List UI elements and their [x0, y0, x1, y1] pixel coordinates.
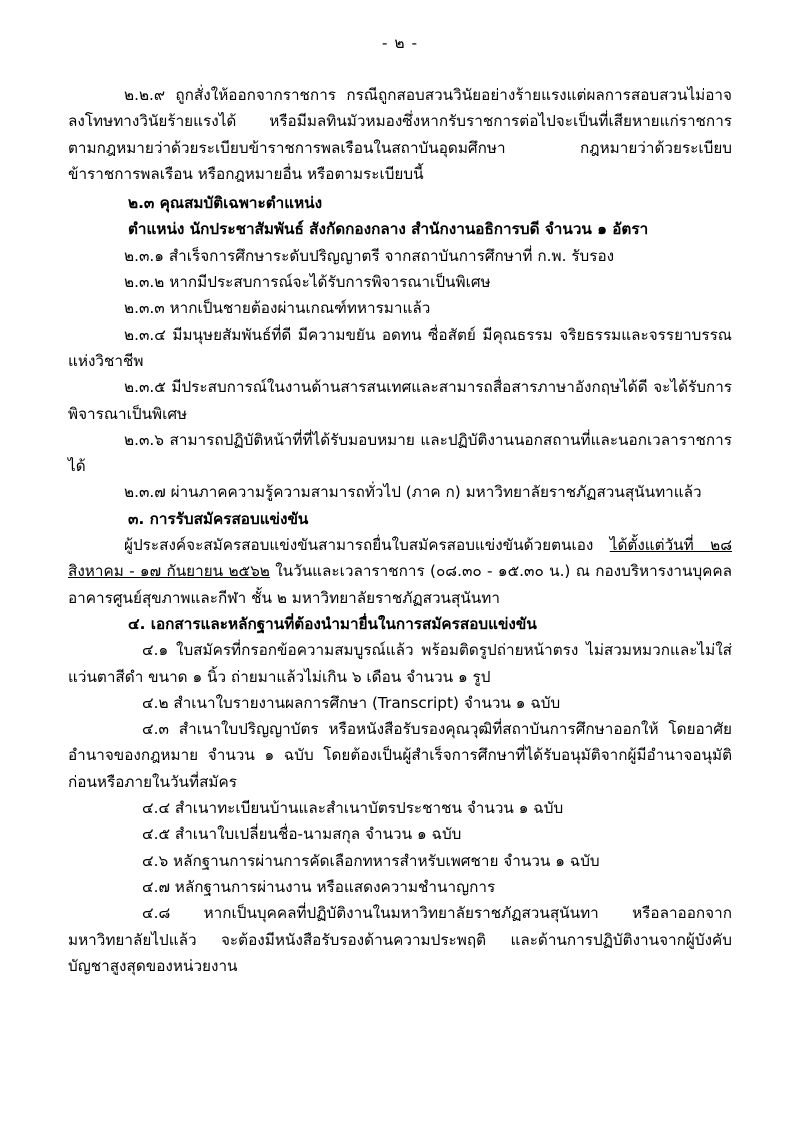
paragraph-4-4: ๔.๔ สำเนาทะเบียนบ้านและสำเนาบัตรประชาชน จำนวน ๑ ฉบับ [142, 799, 564, 818]
paragraph-3-text-before: ผู้ประสงค์จะสมัครสอบแข่งขันสามารถยื่นใบสมัครสอบแข่งขันด้วยตนเอง [124, 536, 610, 555]
paragraph-2-3-7: ๒.๓.๗ ผ่านภาคความรู้ความสามารถทั่วไป (ภาค ก) มหาวิทยาลัยราชภัฏสวนสุนันทาแล้ว [124, 483, 702, 502]
paragraph-2-3-2: ๒.๓.๒ หากมีประสบการณ์จะได้รับการพิจารณาเป็นพิเศษ [124, 273, 491, 292]
application-period-underline: ได้ตั้งแต่วันที่ ๒๘ สิงหาคม - ๑๗ กันยายน ๒๕๖๒ [68, 536, 732, 581]
paragraph-2-3-4: ๒.๓.๔ มีมนุษยสัมพันธ์ที่ดี มีความขยัน อดทน ซื่อสัตย์ มีคุณธรรม จริยธรรมและจรรยาบรรณแห่งวิชาชีพ [68, 325, 732, 370]
paragraph-2-3-5: ๒.๓.๕ มีประสบการณ์ในงานด้านสารสนเทศและสามารถสื่อสารภาษาอังกฤษได้ดี จะได้รับการพิจารณาเป็นพิเศษ [68, 378, 732, 423]
paragraph-4-1: ๔.๑ ใบสมัครที่กรอกข้อความสมบูรณ์แล้ว พร้อมติดรูปถ่ายหน้าตรง ไม่สวมหมวกและไม่ใส่แว่นตาสีดำ ขนาด ๑ นิ้ว ถ่ายมาแล้วไม่เกิน ๖ เดือน จำนวน ๑ รูป [68, 641, 732, 686]
paragraph-4-5: ๔.๕ สำเนาใบเปลี่ยนชื่อ-นามสกุล จำนวน ๑ ฉบับ [142, 825, 462, 844]
page-number: - ๒ - [381, 34, 419, 52]
paragraph-4-3: ๔.๓ สำเนาใบปริญญาบัตร หรือหนังสือรับรองคุณวุฒิที่สถาบันการศึกษาออกให้ โดยอาศัยอำนาจของกฎหมาย จำนวน ๑ ฉบับ โดยต้องเป็นผู้สำเร็จการศึกษาที่ได้รับอนุมัติจากผู้มีอำนาจอนุมัติก่อนหรือภายในวันที่สมัคร [68, 720, 732, 791]
heading-2-3: ๒.๓ คุณสมบัติเฉพาะตำแหน่ง [128, 194, 323, 213]
paragraph-2-3-3: ๒.๓.๓ หากเป็นชายต้องผ่านเกณฑ์ทหารมาแล้ว [124, 299, 431, 318]
document-body [68, 82, 732, 979]
paragraph-4-8: ๔.๘ หากเป็นบุคคลที่ปฏิบัติงานในมหาวิทยาลัยราชภัฏสวนสุนันทา หรือลาออกจากมหาวิทยาลัยไปแล้ว จะต้องมีหนังสือรับรองด้านความประพฤติ และด้านการปฏิบัติงานจากผู้บังคับบัญชาสูงสุดของหน่วยงาน [68, 904, 732, 975]
paragraph-4-7: ๔.๗ หลักฐานการผ่านงาน หรือแสดงความชำนาญการ [142, 877, 496, 896]
paragraph-3-body [68, 532, 732, 611]
heading-4: ๔. เอกสารและหลักฐานที่ต้องนำมายื่นในการสมัครสอบแข่งขัน [128, 614, 537, 633]
paragraph-3-text-after: ในวันและเวลาราชการ (๐๘.๓๐ - ๑๕.๓๐ น.) ณ กองบริหารงานบุคคล อาคารศูนย์สุขภาพและกีฬา ชั้น ๒ มหาวิทยาลัยราชภัฏสวนสุนันทา [68, 562, 733, 607]
heading-3: ๓. การรับสมัครสอบแข่งขัน [128, 509, 309, 528]
paragraph-2-3-1: ๒.๓.๑ สำเร็จการศึกษาระดับปริญญาตรี จากสถาบันการศึกษาที่ ก.พ. รับรอง [124, 246, 615, 265]
paragraph-4-2: ๔.๒ สำเนาใบรายงานผลการศึกษา (Transcript) จำนวน ๑ ฉบับ [142, 693, 561, 712]
position-line: ตำแหน่ง นักประชาสัมพันธ์ สังกัดกองกลาง สำนักงานอธิการบดี จำนวน ๑ อัตรา [128, 220, 649, 239]
paragraph-2-3-6: ๒.๓.๖ สามารถปฏิบัติหน้าที่ที่ได้รับมอบหมาย และปฏิบัติงานนอกสถานที่และนอกเวลาราชการได้ [68, 430, 732, 476]
paragraph-4-6: ๔.๖ หลักฐานการผ่านการคัดเลือกทหารสำหรับเพศชาย จำนวน ๑ ฉบับ [142, 851, 600, 870]
paragraph-2-2-9: ๒.๒.๙ ถูกสั่งให้ออกจากราชการ กรณีถูกสอบสวนวินัยอย่างร้ายแรงแต่ผลการสอบสวนไม่อาจลงโทษทางวินัยร้ายแรงได้ หรือมีมลทินมัวหมองซึ่งหากรับราชการต่อไปจะเป็นที่เสียหายแก่ราชการตามกฎหมายว่าด้วยระเบียบข้าราชการพลเรือนในสถาบันอุดมศึกษา กฎหมายว่าด้วยระเบียบข้าราชการพลเรือน หรือกฎหมายอื่น หรือตามระเบียบนี้ [68, 86, 732, 183]
